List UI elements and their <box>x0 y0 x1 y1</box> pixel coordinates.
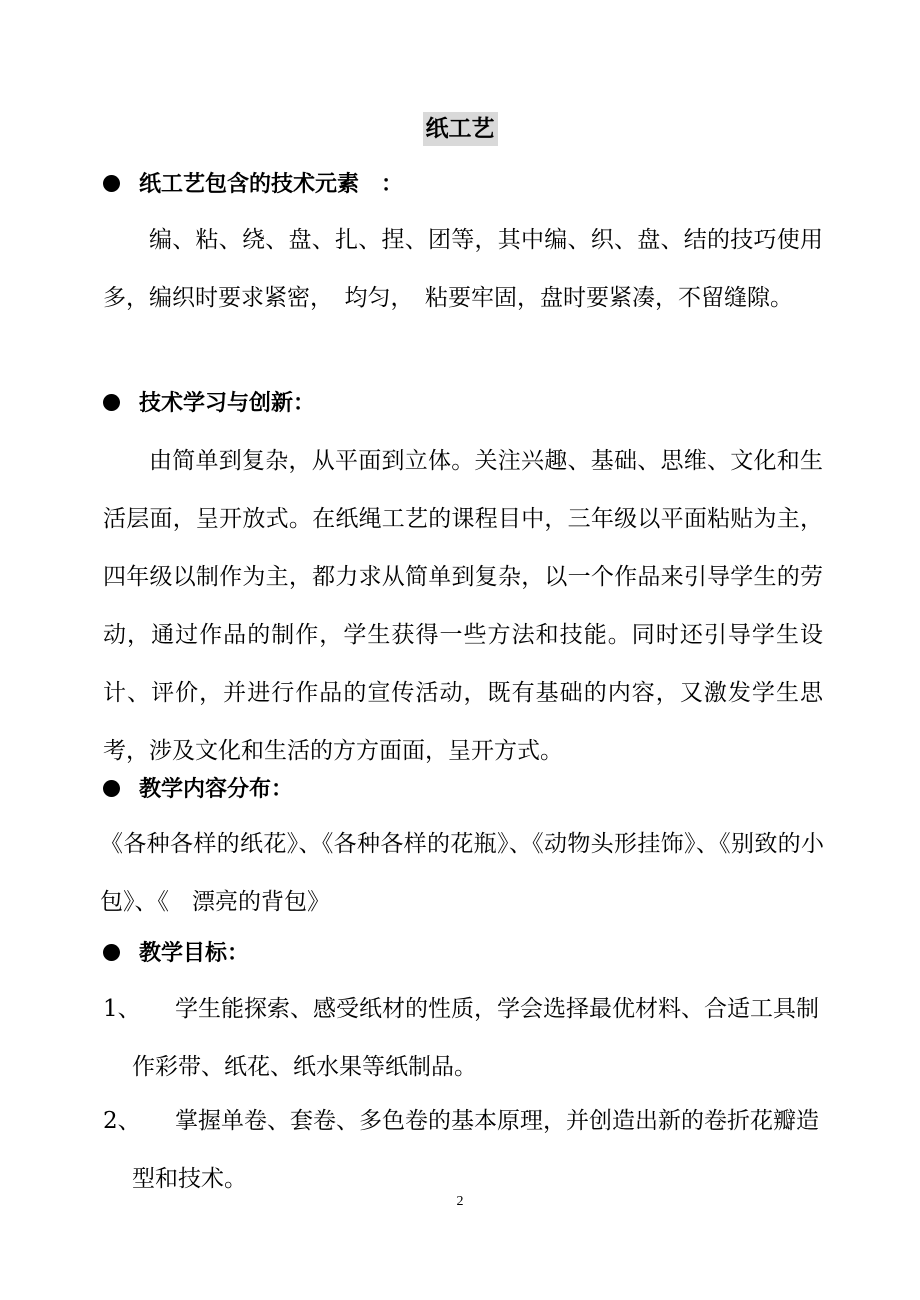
heading-text: 教学目标： <box>139 941 250 966</box>
bullet-icon <box>103 944 120 961</box>
paragraph-learning-innovation: 由简单到复杂，从平面到立体。关注兴趣、基础、思维、文化和生活层面，呈开放式。在纸绳工艺的课程目中，三年级以平面粘贴为主，四年级以制作为主，都力求从简单到复杂，以一个作品来引导学生的劳动，通过作品的制作，学生获得一些方法和技能。同时还引导学生设计、评价，并进行作品的宣传活动，既有基础的内容，又激发学生思考，涉及文化和生活的方方面面，呈开方式。 <box>103 448 823 764</box>
paragraph-technical-elements: 编、粘、绕、盘、扎、捏、团等，其中编、织、盘、结的技巧使用多，编织时要求紧密， 均匀， 粘要牢固，盘时要紧凑，不留缝隙。 <box>103 227 823 311</box>
bullet-icon <box>103 780 120 797</box>
document-title: 纸工艺 <box>423 112 498 146</box>
bullet-icon <box>103 394 120 411</box>
bullet-icon <box>103 175 120 192</box>
heading-text: 技术学习与创新： <box>139 391 316 416</box>
goal-list-item <box>103 980 823 1096</box>
section-heading-learning-innovation <box>103 389 315 419</box>
goal-number: 1、 <box>103 996 141 1022</box>
goal-number: 2、 <box>103 1108 141 1134</box>
goal-list-item <box>103 1092 823 1208</box>
title-container <box>0 112 920 146</box>
heading-text: 纸工艺包含的技术元素 ： <box>139 172 404 197</box>
paragraph-content-distribution: 《各种各样的纸花》、《各种各样的花瓶》、《动物头形挂饰》、《别致的小包》、《 漂亮的背包》 <box>100 831 824 915</box>
heading-text: 教学内容分布： <box>139 777 294 802</box>
section-heading-content-distribution <box>103 775 293 805</box>
page-number: 2 <box>456 1194 464 1209</box>
section-heading-technical-elements <box>103 170 403 200</box>
goal-text: 掌握单卷、套卷、多色卷的基本原理，并创造出新的卷折花瓣造型和技术。 <box>132 1108 819 1192</box>
section-heading-teaching-goals <box>103 939 249 969</box>
goal-text: 学生能探索、感受纸材的性质，学会选择最优材料、合适工具制作彩带、纸花、纸水果等纸制品。 <box>132 996 819 1080</box>
